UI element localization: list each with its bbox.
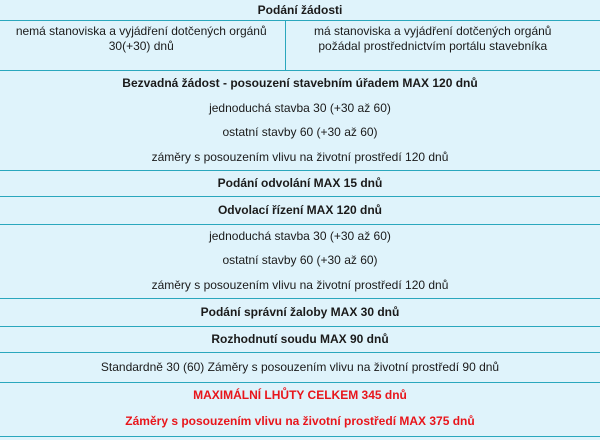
section2-heading: Odvolací řízení MAX 120 dnů (217, 203, 383, 217)
lawsuit-filing: Podání správní žaloby MAX 30 dnů (200, 305, 400, 319)
application-submission-row (0, 0, 600, 20)
section1-item: jednoduchá stavba 30 (+30 až 60) (209, 100, 391, 115)
bottom-divider (0, 436, 600, 437)
section1-item: záměry s posouzením vlivu na životní prostředí 120 dnů (151, 149, 449, 164)
section2-item-row (0, 248, 600, 272)
lawsuit-filing-row (0, 298, 600, 326)
branch-row (0, 20, 600, 70)
section1-heading: Bezvadná žádost - posouzení stavebním úřadem MAX 120 dnů (122, 76, 478, 90)
total-eia-limit: Záměry s posouzením vlivu na životní prostředí MAX 375 dnů (125, 413, 475, 428)
section1-item-row (0, 120, 600, 144)
court-decision-row (0, 326, 600, 352)
total-eia-row (0, 408, 600, 434)
total-row (0, 382, 600, 408)
branch-without-opinions: nemá stanoviska a vyjádření dotčených orgánů 30(+30) dnů (0, 21, 286, 70)
section2-item-row (0, 224, 600, 248)
application-submission-title: Podání žádosti (257, 2, 343, 17)
court-detail-row (0, 352, 600, 382)
section2-item: ostatní stavby 60 (+30 až 60) (222, 252, 378, 267)
section2-item-row (0, 272, 600, 298)
section1-heading-row (0, 70, 600, 96)
section1-item-row (0, 144, 600, 170)
court-detail: Standardně 30 (60) Záměry s posouzením vlivu na životní prostředí 90 dnů (100, 360, 500, 374)
branch-with-opinions: má stanoviska a vyjádření dotčených orgánů požádal prostřednictvím portálu stavebníka (314, 24, 552, 53)
section1-item-row (0, 96, 600, 120)
section2-item: záměry s posouzením vlivu na životní prostředí 120 dnů (151, 277, 449, 292)
total-limit: MAXIMÁLNÍ LHŮTY CELKEM 345 dnů (193, 388, 407, 402)
section2-item: jednoduchá stavba 30 (+30 až 60) (209, 229, 391, 243)
court-decision: Rozhodnutí soudu MAX 90 dnů (211, 332, 389, 346)
appeal-filing: Podání odvolání MAX 15 dnů (217, 176, 383, 190)
appeal-filing-row (0, 170, 600, 196)
section1-item: ostatní stavby 60 (+30 až 60) (222, 124, 378, 139)
section2-heading-row (0, 196, 600, 224)
